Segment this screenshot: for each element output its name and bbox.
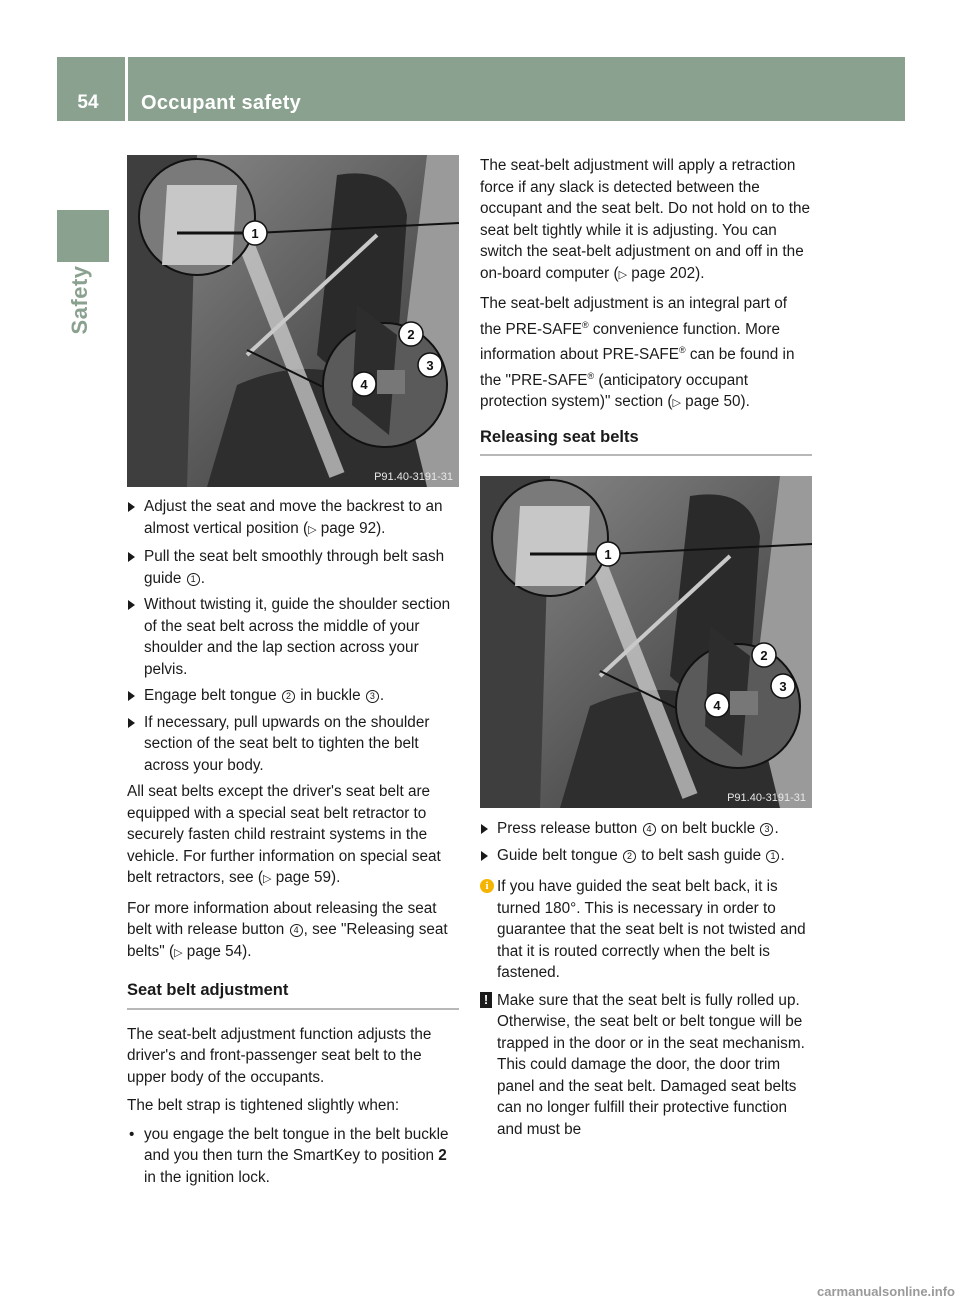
paragraph: The seat-belt adjustment is an integral part of the PRE-SAFE® convenience function. More information about PRE-SAFE® can be found in the "PRE-SAFE® (anticipatory occupant protection system)" section (▷ page 50). xyxy=(480,295,795,411)
callout-3-label: 3 xyxy=(779,679,787,694)
warning-note: ! Make sure that the seat belt is fully rolled up. Otherwise, the seat belt or belt tongue will be trapped in the door or in the seat mechanism. This could damage the door, the door trim panel and the seat belt. Damaged seat belts can no longer fulfill their protective function and must be xyxy=(480,990,812,1141)
paragraph: For more information about releasing the seat belt with release button 4 , see "Releasing seat belts" (▷ page 54). xyxy=(127,899,448,960)
page-title: Occupant safety xyxy=(141,92,302,114)
section-tab-marker xyxy=(57,210,109,262)
instruction-step: Engage belt tongue 2 in buckle 3 . xyxy=(127,685,459,707)
callout-3-label: 3 xyxy=(426,358,434,373)
paragraph: The belt strap is tightened slightly when: xyxy=(127,1097,400,1114)
figure-spacer xyxy=(480,470,812,818)
callout-ref: 3 xyxy=(760,823,773,836)
callout-1-label: 1 xyxy=(251,226,259,241)
figure-code: P91.40-3191-31 xyxy=(374,471,453,483)
callout-1-label: 1 xyxy=(604,547,612,562)
callout-ref: 1 xyxy=(766,850,779,863)
paragraph: All seat belts except the driver's seat belt are equipped with a special seat belt retractor to securely fasten child restraint systems in the vehicle. For further information on special seat belt retractors, see (▷ page 59). xyxy=(127,783,441,886)
instruction-step: If necessary, pull upwards on the shoulder section of the seat belt to tighten the belt across your body. xyxy=(127,712,459,777)
seat-belt-figure-top xyxy=(127,155,459,487)
paragraph: The seat-belt adjustment will apply a retraction force if any slack is detected between the occupant and the seat belt. Do not hold on to the seat belt tightly while it is adjusting. You can switch the seat-belt adjustment on and off in the on-board computer (▷ page 202). xyxy=(480,157,810,282)
page-number: 54 xyxy=(77,92,99,113)
callout-ref: 4 xyxy=(290,924,303,937)
header-divider xyxy=(125,57,128,121)
instruction-step: Press release button 4 on belt buckle 3 . xyxy=(480,818,812,840)
callout-ref: 3 xyxy=(366,690,379,703)
instruction-step: Guide belt tongue 2 to belt sash guide 1 . xyxy=(480,845,812,867)
callout-ref: 1 xyxy=(187,573,200,586)
instruction-step: Pull the seat belt smoothly through belt sash guide 1 . xyxy=(127,546,459,589)
instruction-step: Adjust the seat and move the backrest to an almost vertical position (▷ page 92). xyxy=(127,496,459,541)
callout-ref: 2 xyxy=(282,690,295,703)
callout-2-label: 2 xyxy=(407,327,415,342)
callout-4-label: 4 xyxy=(360,377,368,392)
section-heading: Seat belt adjustment xyxy=(127,980,459,1010)
callout-2-label: 2 xyxy=(760,648,768,663)
section-heading: Releasing seat belts xyxy=(480,427,812,457)
info-icon: i xyxy=(480,879,494,893)
paragraph: The seat-belt adjustment function adjusts the driver's and front-passenger seat belt to the upper body of the occupants. xyxy=(127,1025,432,1086)
right-column xyxy=(480,155,812,1146)
left-column xyxy=(127,496,459,1193)
figure-code: P91.40-3191-31 xyxy=(727,792,806,804)
seat-belt-illustration xyxy=(127,155,459,487)
info-note: i If you have guided the seat belt back, it is turned 180°. This is necessary in order to guarantee that the seat belt is not twisted and that it is routed correctly when the belt is fastened. xyxy=(480,876,812,984)
callout-4-label: 4 xyxy=(713,698,721,713)
instruction-step: Without twisting it, guide the shoulder section of the seat belt across the middle of your shoulder and the lap section across your pelvis. xyxy=(127,594,459,680)
watermark: carmanualsonline.info xyxy=(817,1284,955,1299)
section-tab-label: Safety xyxy=(67,265,92,335)
callout-ref: 4 xyxy=(643,823,656,836)
callout-ref: 2 xyxy=(623,850,636,863)
bullet-item: • you engage the belt tongue in the belt buckle and you then turn the SmartKey to position 2 in the ignition lock. xyxy=(127,1124,459,1189)
warning-icon: ! xyxy=(480,992,492,1008)
